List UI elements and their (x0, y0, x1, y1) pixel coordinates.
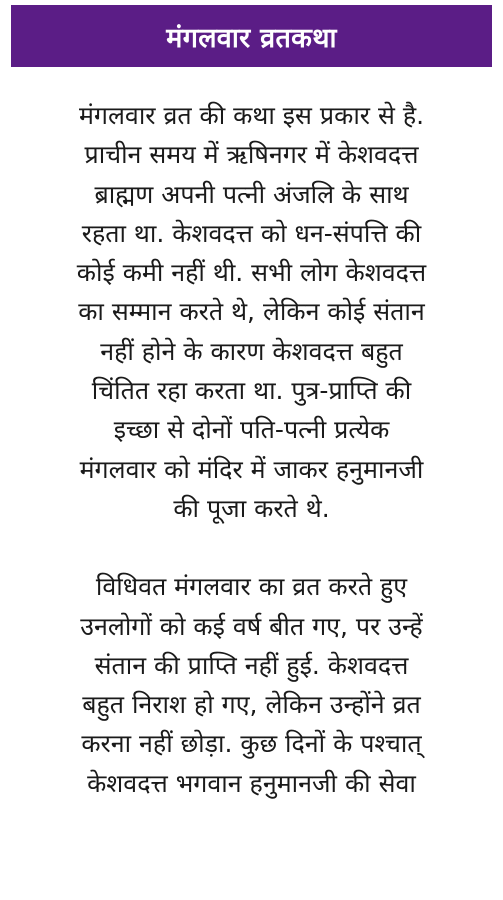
paragraph-line: बहुत निराश हो गए, लेकिन उन्होंने व्रत (82, 690, 421, 720)
paragraph-line: इच्छा से दोनों पति-पत्नी प्रत्येक (113, 415, 390, 445)
title-bar (11, 5, 492, 67)
paragraph-line: की पूजा करते थे. (173, 493, 330, 523)
article-paragraph-2 (0, 567, 503, 803)
paragraph-line: का सम्मान करते थे, लेकिन कोई संतान (78, 297, 425, 327)
paragraph-line: केशवदत्त भगवान हनुमानजी की सेवा (87, 768, 416, 798)
paragraph-line: ब्राह्मण अपनी पत्नी अंजलि के साथ (94, 179, 409, 209)
paragraph-line: विधिवत मंगलवार का व्रत करते हुए (95, 572, 408, 602)
article-paragraph-1 (0, 96, 503, 528)
paragraph-line: नहीं होने के कारण केशवदत्त बहुत (100, 336, 403, 366)
paragraph-line: प्राचीन समय में ऋषिनगर में केशवदत्त (84, 140, 419, 170)
paragraph-line: मंगलवार को मंदिर में जाकर हनुमानजी (79, 454, 424, 484)
page-title: मंगलवार व्रतकथा (166, 22, 337, 54)
paragraph-line: उनलोगों को कई वर्ष बीत गए, पर उन्हें (80, 611, 423, 641)
paragraph-line: संतान की प्राप्ति नहीं हुई. केशवदत्त (94, 650, 409, 680)
article-content[interactable] (0, 96, 503, 803)
paragraph-line: कोई कमी नहीं थी. सभी लोग केशवदत्त (76, 258, 427, 288)
paragraph-line: मंगलवार व्रत की कथा इस प्रकार से है. (78, 101, 425, 130)
paragraph-line: चिंतित रहा करता था. पुत्र-प्राप्ति की (91, 376, 412, 406)
paragraph-line: रहता था. केशवदत्त को धन-संपत्ति की (81, 218, 422, 248)
paragraph-line: करना नहीं छोड़ा. कुछ दिनों के पश्चात् (81, 729, 422, 759)
